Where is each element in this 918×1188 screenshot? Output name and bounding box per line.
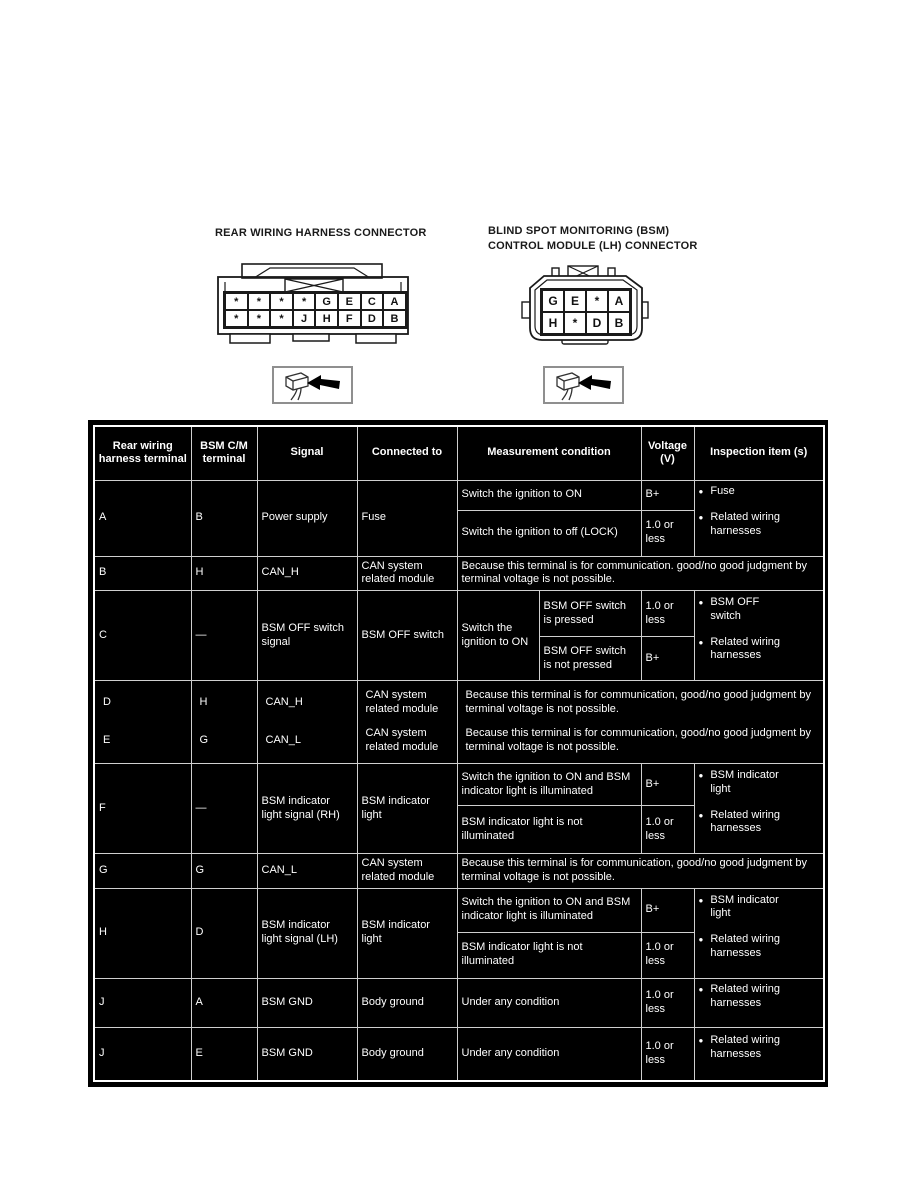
cell-condition: Under any condition [457,1027,641,1081]
rear-wiring-harness-connector-diagram [214,262,412,350]
cell-terminal: D E [94,681,191,764]
cell-terminal: A [94,480,191,556]
cell-terminal: F [94,764,191,854]
bullet-icon: ● [698,487,704,497]
bullet-icon: ● [698,810,704,820]
bullet-icon: ● [698,895,704,905]
header-voltage: Voltage (V) [641,426,694,480]
pin-cell: A [608,290,630,312]
cell-connected: BSM OFF switch [357,591,457,681]
table-header-row [94,426,824,480]
cell-connected: Fuse [357,480,457,556]
pin-cell: B [383,310,406,327]
cell-signal: Power supply [257,480,357,556]
cell-inspection [694,888,824,978]
header-bsm-cm-terminal: BSM C/M terminal [191,426,257,480]
inspection-item: ● Related wiring harnesses [698,982,781,1009]
inspection-item: ● Related wiring harnesses [698,933,781,959]
header-inspection-item: Inspection item (s) [694,426,824,480]
left-connector-pin-grid [223,291,408,329]
right-connector-pin-grid [540,288,632,336]
table-row [94,591,824,637]
pin-cell: C [361,293,384,310]
cell-terminal: J [94,1027,191,1081]
cell-connected: Body ground [357,978,457,1027]
cell-voltage: 1.0 or less [641,932,694,978]
pin-cell: J [293,310,316,327]
table-row [94,480,824,510]
cell-cm-terminal: H G [191,681,257,764]
pin-cell: * [248,310,271,327]
cell-cm-terminal: A [191,978,257,1027]
cell-condition: BSM OFF switch is pressed [539,591,641,637]
cell-condition: BSM indicator light is not illuminated [457,932,641,978]
cell-inspection [694,480,824,556]
pin-cell: * [225,310,248,327]
cell-cm-terminal: D [191,888,257,978]
header-signal: Signal [257,426,357,480]
cell-connected: Body ground [357,1027,457,1081]
cell-note: Because this terminal is for communication, good/no good judgment by terminal voltage is not possible. Because this terminal is for communication, good/no good judgment by terminal voltage is not possible. [457,681,824,764]
cell-cm-terminal: H [191,556,257,591]
cell-connected: CAN system related module [357,556,457,591]
cell-inspection [694,591,824,681]
table-row [94,764,824,806]
cell-voltage: 1.0 or less [641,591,694,637]
cell-voltage: B+ [641,764,694,806]
pin-cell: B [608,312,630,334]
pin-cell: G [542,290,564,312]
right-connector-title-line1: BLIND SPOT MONITORING (BSM) [488,225,670,237]
table-row [94,1027,824,1081]
cell-cm-terminal: B [191,480,257,556]
header-rear-wiring-harness-terminal: Rear wiring harness terminal [94,426,191,480]
cell-signal: CAN_L [257,854,357,889]
inspection-item: ● BSM indicator light [698,769,779,795]
cell-signal: BSM indicator light signal (LH) [257,888,357,978]
cell-connected: BSM indicator light [357,888,457,978]
bullet-icon: ● [698,771,704,780]
cell-inspection [694,764,824,854]
harness-view-direction-icon [543,366,624,404]
pin-cell: * [248,293,271,310]
cell-inspection [694,978,824,1027]
cell-connected: CAN system related module [357,854,457,889]
harness-view-direction-icon [272,366,353,404]
table-row [94,556,824,591]
cell-voltage: 1.0 or less [641,806,694,854]
pin-cell: * [225,293,248,310]
pin-cell: F [338,310,361,327]
cell-signal: BSM indicator light signal (RH) [257,764,357,854]
cell-note: Because this terminal is for communication, good/no good judgment by terminal voltage is not possible. [457,854,824,889]
cell-inspection [694,1027,824,1081]
bullet-icon: ● [698,935,704,944]
cell-condition: Switch the ignition to ON and BSM indicator light is illuminated [457,764,641,806]
table-row [94,854,824,889]
cell-connected: CAN system related module CAN system related module [357,681,457,764]
terminal-voltage-table [93,425,825,1082]
bsm-control-module-connector-diagram [518,264,652,350]
cell-condition: Switch the ignition to ON [457,480,641,510]
pin-cell: G [315,293,338,310]
cell-signal: BSM OFF switch signal [257,591,357,681]
cell-condition: Switch the ignition to ON and BSM indicator light is illuminated [457,888,641,932]
pin-cell: * [270,293,293,310]
pin-cell: D [586,312,608,334]
pin-cell: E [338,293,361,310]
cell-condition: Under any condition [457,978,641,1027]
cell-connected: BSM indicator light [357,764,457,854]
pin-cell: H [315,310,338,327]
cell-terminal: H [94,888,191,978]
inspection-item: ● Fuse [698,485,735,498]
pin-cell: * [586,290,608,312]
bullet-icon: ● [698,598,704,607]
header-measurement-condition: Measurement condition [457,426,641,480]
header-connected-to: Connected to [357,426,457,480]
cell-condition: BSM indicator light is not illuminated [457,806,641,854]
pin-cell: D [361,310,384,327]
cell-terminal: J [94,978,191,1027]
pin-cell: * [564,312,586,334]
pin-cell: E [564,290,586,312]
cell-terminal: B [94,556,191,591]
right-connector-title [488,224,698,254]
bullet-icon: ● [698,513,704,523]
left-connector-title: REAR WIRING HARNESS CONNECTOR [215,227,427,239]
cell-condition-main: Switch the ignition to ON [457,591,539,681]
cell-cm-terminal: G [191,854,257,889]
cell-signal: CAN_H [257,556,357,591]
cell-terminal: G [94,854,191,889]
cell-cm-terminal: — [191,764,257,854]
cell-voltage: 1.0 or less [641,978,694,1027]
cell-cm-terminal: E [191,1027,257,1081]
cell-voltage: 1.0 or less [641,510,694,556]
bullet-icon: ● [698,1036,704,1045]
cell-condition: Switch the ignition to off (LOCK) [457,510,641,556]
cell-cm-terminal: — [191,591,257,681]
cell-voltage: B+ [641,888,694,932]
cell-signal: CAN_H CAN_L [257,681,357,764]
cell-voltage: 1.0 or less [641,1027,694,1081]
inspection-item: ● Related wiring harnesses [698,635,781,662]
cell-signal: BSM GND [257,978,357,1027]
table-row [94,978,824,1027]
inspection-item: ● Related wiring harnesses [698,511,781,537]
bullet-icon: ● [698,637,704,647]
inspection-item: ● BSM indicator light [698,893,779,920]
inspection-item: ● BSM OFF switch [698,596,760,622]
bullet-icon: ● [698,984,704,994]
inspection-item: ● Related wiring harnesses [698,808,781,835]
cell-note: Because this terminal is for communication. good/no good judgment by terminal voltage is not possible. [457,556,824,591]
pin-cell: A [383,293,406,310]
cell-condition: BSM OFF switch is not pressed [539,637,641,681]
pin-cell: * [270,310,293,327]
table-row [94,681,824,764]
cell-signal: BSM GND [257,1027,357,1081]
inspection-item: ● Related wiring harnesses [698,1034,781,1060]
table-row [94,888,824,932]
cell-voltage: B+ [641,637,694,681]
pin-cell: * [293,293,316,310]
right-connector-title-line2: CONTROL MODULE (LH) CONNECTOR [488,240,698,252]
cell-terminal: C [94,591,191,681]
pin-cell: H [542,312,564,334]
cell-voltage: B+ [641,480,694,510]
terminal-voltage-table-frame [88,420,828,1087]
